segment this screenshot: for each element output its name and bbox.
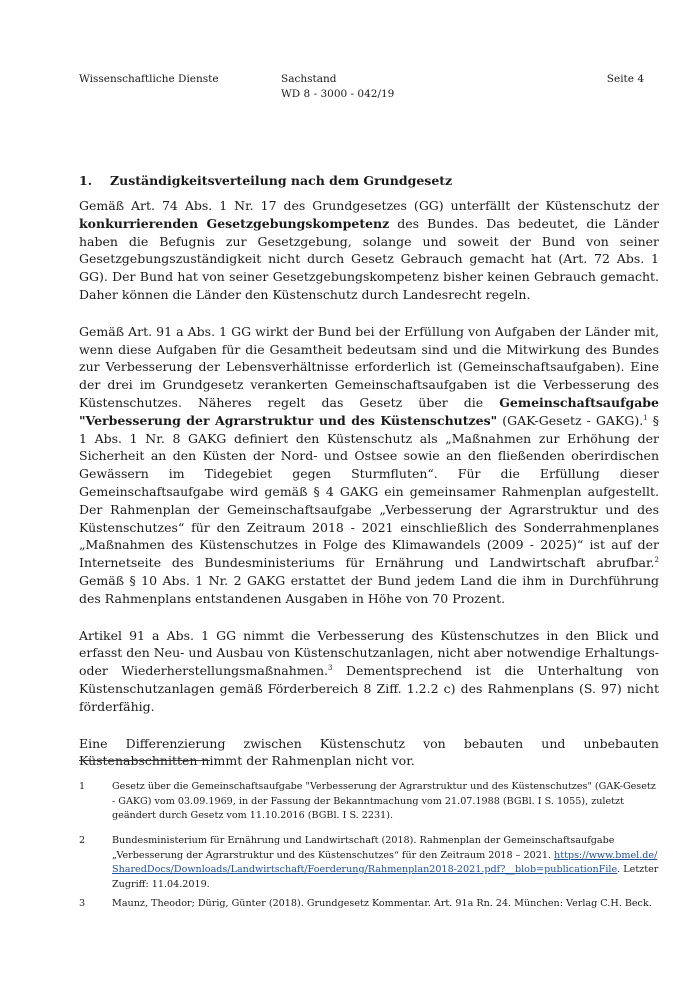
footnote-2-text-a: Bundesministerium für Ernährung und Landwirtschaft (2018). Rahmenplan der Gemeinschaftsaufgabe „Verbesserung der Agrarstruktur und des Küstenschutzes“ für den Zeitraum 2018 – 2021. [112, 835, 615, 861]
footnote-ref-3[interactable]: 3 [328, 663, 333, 672]
p3-text-b: Dementsprechend ist die Unterhaltung von Küstenschutzanlagen gemäß Förderbereich 8 Ziff. 1.2.2 c) des Rahmenplans (S. 97) nicht förderfähig. [79, 663, 659, 714]
paragraph-4: Eine Differenzierung zwischen Küstenschutz von bebauten und unbebauten Küstenabschnitten nimmt der Rahmenplan nicht vor. [79, 735, 659, 769]
p3-text-a: Artikel 91 a Abs. 1 GG nimmt die Verbesserung des Küstenschutzes in den Blick und erfasst den Neu- und Ausbau von Küstenschutzanlagen, nicht aber notwendige Erhaltungs- oder Wiederherstellungsmaßnahmen. [79, 627, 659, 679]
p1-text-a: Gemäß Art. 74 Abs. 1 Nr. 17 des Grundgesetzes (GG) unterfällt der Küstenschutz der [79, 198, 659, 213]
footnote-text [112, 834, 659, 892]
footnote-separator [79, 760, 210, 761]
footnote-ref-1[interactable]: 1 [643, 413, 648, 422]
footnote-text: Gesetz über die Gemeinschaftsaufgabe "Verbesserung der Agrarstruktur und des Küstenschutzes" (GAK-Gesetz - GAKG) vom 03.09.1969, in der Fassung der Bekanntmachung vom 21.07.1988 (BGBl. I S. 1055), zuletzt geändert durch Gesetz vom 11.10.2016 (BGBl. I S. 2231). [112, 781, 656, 821]
footnote-2-text-b: . Letzter Zugriff: 11.04.2019. [112, 864, 659, 890]
footnote-ref-2[interactable]: 2 [654, 555, 659, 564]
section-heading [79, 173, 452, 188]
header-department: Wissenschaftliche Dienste [79, 73, 219, 85]
footnote-1 [79, 780, 659, 824]
header-doc-number: WD 8 - 3000 - 042/19 [281, 88, 395, 100]
footnote-number: 2 [79, 835, 86, 846]
bmel-rahmenplan-link[interactable]: https://www.bmel.de/SharedDocs/Downloads/Landwirtschaft/Foerderung/Rahmenplan2018-2021.pdf?__blob=publicationFile [112, 849, 658, 875]
p2-text-d: Gemäß § 10 Abs. 1 Nr. 2 GAKG erstattet der Bund jedem Land die ihm in Durchführung des Rahmenplans entstandenen Ausgaben in Höhe von 70 Prozent. [79, 572, 659, 606]
page-number: Seite 4 [606, 73, 644, 85]
body-text [79, 197, 659, 789]
paragraph-3 [79, 627, 659, 716]
paragraph-2 [79, 323, 659, 608]
footnote-text: Maunz, Theodor; Dürig, Günter (2018). Grundgesetz Kommentar. Art. 91a Rn. 24. München: Verlag C.H. Beck. [112, 898, 652, 909]
header-document-info [281, 72, 394, 102]
p2-text-b: (GAK-Gesetz - GAKG). [497, 412, 644, 428]
paragraph-1 [79, 197, 659, 304]
header-doc-type: Sachstand [281, 73, 337, 85]
p1-text-b: des Bundes. Das bedeutet, die Länder haben die Befugnis zur Gesetzgebung, solange und soweit der Bund von seiner Gesetzgebungszuständigkeit nicht durch Gesetz Gebrauch gemacht hat (Art. 72 Abs. 1 GG). Der Bund hat von seiner Gesetzgebungskompetenz bisher keinen Gebrauch gemacht. Daher können die Länder den Küstenschutz durch Landesrecht regeln. [79, 215, 659, 302]
p2-text-a: Gemäß Art. 91 a Abs. 1 GG wirkt der Bund bei der Erfüllung von Aufgaben der Länder mit, wenn diese Aufgaben für die Gesamtheit bedeutsam sind und die Mitwirkung des Bundes zur Verbesserung der Lebensverhältnisse erforderlich ist (Gemeinschaftsaufgaben). Eine der drei im Grundgesetz verankerten Gemeinschaftsaufgaben ist die Verbesserung des Küstenschutzes. Näheres regelt das Gesetz über die [79, 323, 659, 410]
footnote-2 [79, 834, 659, 892]
p1-bold: konkurrierenden Gesetzgebungskompetenz [79, 215, 390, 231]
footnote-number: 1 [79, 781, 86, 792]
footnote-number: 3 [79, 898, 86, 909]
p2-bold: Gemeinschaftsaufgabe "Verbesserung der Agrarstruktur und des Küstenschutzes" [79, 394, 659, 428]
section-number: 1. [79, 173, 93, 188]
footnote-3 [79, 897, 659, 912]
section-title: Zuständigkeitsverteilung nach dem Grundgesetz [110, 173, 453, 188]
p2-text-c: § 1 Abs. 1 Nr. 8 GAKG definiert den Küstenschutz als „Maßnahmen zur Erhöhung der Sicherheit an den Küsten der Nord- und Ostsee sowie an den fließenden oberirdischen Gewässern im Tidegebiet gegen Sturmfluten“. Für die Erfüllung dieser Gemeinschaftsaufgabe wird gemäß § 4 GAKG ein gemeinsamer Rahmenplan aufgestellt. Der Rahmenplan der Gemeinschaftsaufgabe „Verbesserung der Agrarstruktur und des Küstenschutzes“ für den Zeitraum 2018 - 2021 einschließlich des Sonderrahmenplanes „Maßnahmen des Küstenschutzes in Folge des Klimawandels (2009 - 2025)“ ist auf der Internetseite des Bundesministeriums für Ernährung und Landwirtschaft abrufbar. [79, 412, 659, 571]
